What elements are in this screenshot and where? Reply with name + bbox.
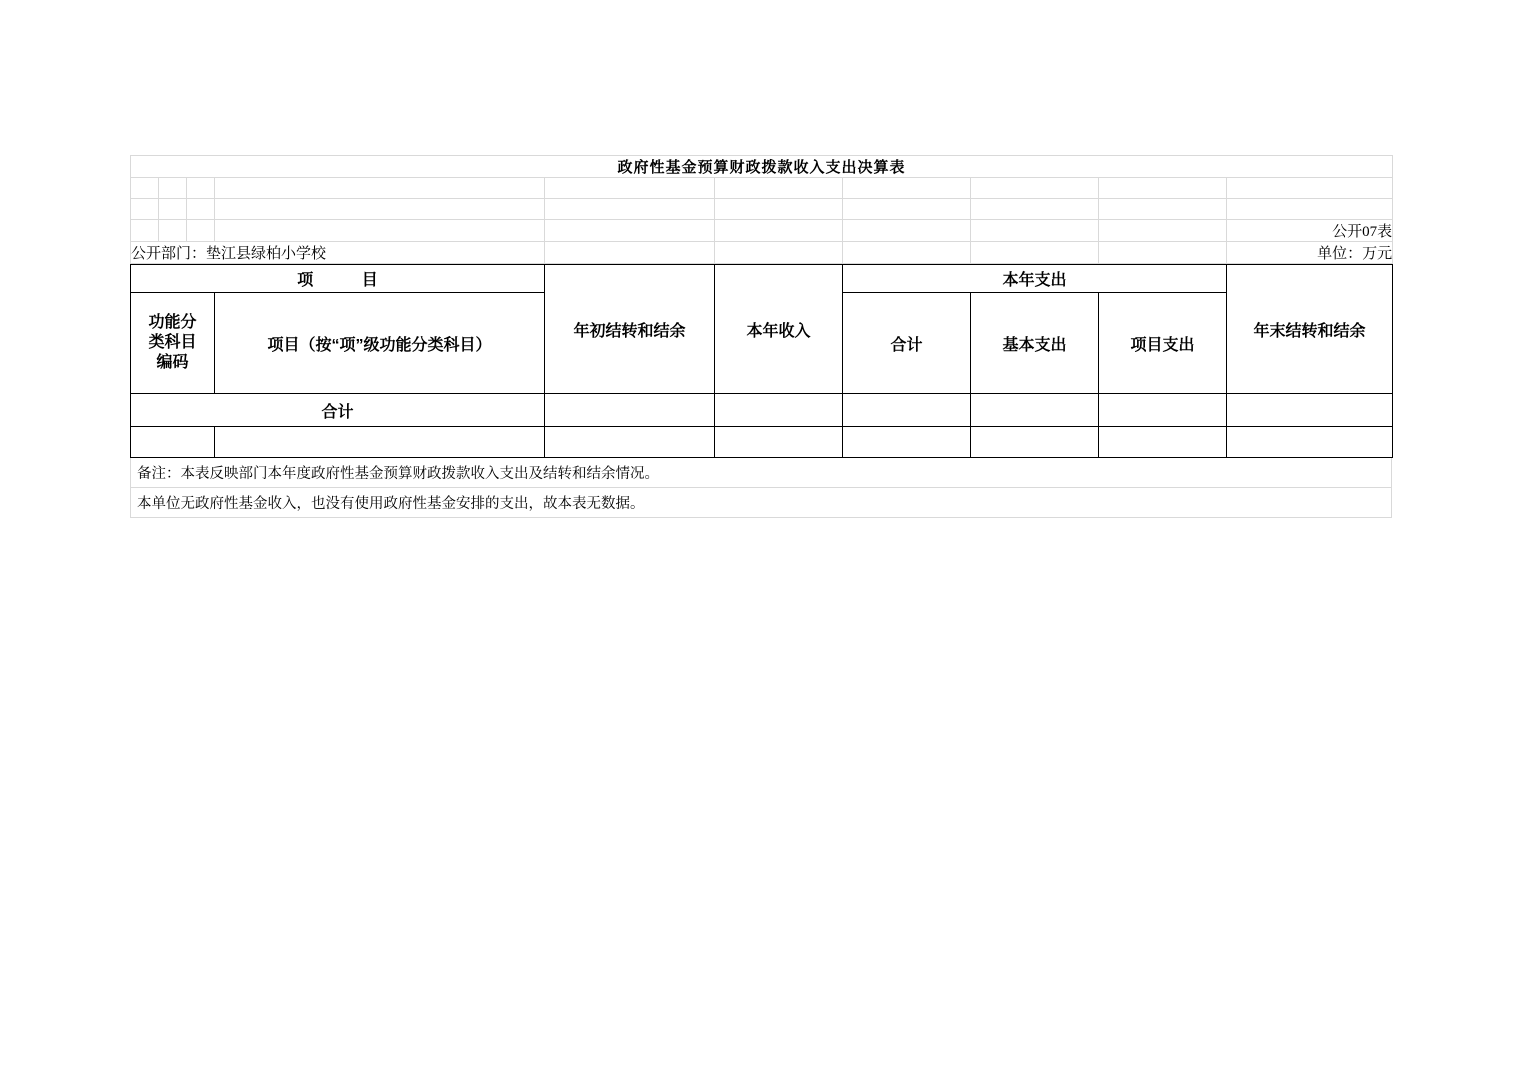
header-function-code-line1: 功能分 bbox=[148, 314, 197, 331]
header-end-balance: 年末结转和结余 bbox=[1227, 265, 1393, 394]
cell bbox=[1099, 178, 1227, 199]
page-title: 政府性基金预算财政拨款收入支出决算表 bbox=[131, 156, 1393, 178]
footnotes bbox=[130, 458, 1392, 518]
cell bbox=[187, 220, 215, 242]
form-number-row bbox=[131, 220, 1393, 242]
cell bbox=[1099, 242, 1227, 264]
row-blank-label bbox=[215, 427, 545, 458]
header-group-row bbox=[131, 265, 1393, 293]
footnote-line-1: 备注：本表反映部门本年度政府性基金预算财政拨款收入支出及结转和结余情况。 bbox=[131, 458, 1392, 488]
row-total-project-expense bbox=[1099, 394, 1227, 427]
row-total-begin-balance bbox=[545, 394, 715, 427]
header-function-code bbox=[131, 293, 215, 394]
title-band bbox=[130, 155, 1393, 264]
cell bbox=[1099, 220, 1227, 242]
footnote-line-2: 本单位无政府性基金收入，也没有使用政府性基金安排的支出，故本表无数据。 bbox=[131, 488, 1392, 518]
table-row bbox=[131, 427, 1393, 458]
row-blank-year-income bbox=[715, 427, 843, 458]
cell bbox=[843, 178, 971, 199]
cell bbox=[545, 178, 715, 199]
row-total-label: 合计 bbox=[131, 394, 545, 427]
cell bbox=[843, 199, 971, 220]
row-total-basic-expense bbox=[971, 394, 1099, 427]
cell bbox=[1099, 199, 1227, 220]
row-blank-basic-expense bbox=[971, 427, 1099, 458]
row-blank-code bbox=[131, 427, 215, 458]
header-expense-group: 本年支出 bbox=[843, 265, 1227, 293]
cell bbox=[159, 199, 187, 220]
cell bbox=[131, 199, 159, 220]
footnote-table bbox=[130, 458, 1392, 518]
cell bbox=[545, 199, 715, 220]
row-total-year-income bbox=[715, 394, 843, 427]
cell bbox=[843, 242, 971, 264]
spacer-row-2 bbox=[131, 199, 1393, 220]
cell bbox=[971, 242, 1099, 264]
cell bbox=[545, 242, 715, 264]
cell bbox=[131, 220, 159, 242]
header-function-code-line3: 编码 bbox=[156, 354, 189, 371]
cell bbox=[159, 220, 187, 242]
row-blank-end-balance bbox=[1227, 427, 1393, 458]
cell bbox=[215, 178, 545, 199]
footnote-row-1 bbox=[131, 458, 1392, 488]
cell bbox=[971, 199, 1099, 220]
row-blank-project-expense bbox=[1099, 427, 1227, 458]
cell bbox=[545, 220, 715, 242]
header-project-expense: 项目支出 bbox=[1099, 293, 1227, 394]
cell bbox=[715, 178, 843, 199]
header-begin-balance: 年初结转和结余 bbox=[545, 265, 715, 394]
row-total-expense-total bbox=[843, 394, 971, 427]
header-year-income: 本年收入 bbox=[715, 265, 843, 394]
title-row bbox=[131, 156, 1393, 178]
row-total-end-balance bbox=[1227, 394, 1393, 427]
header-basic-expense: 基本支出 bbox=[971, 293, 1099, 394]
unit-note: 单位：万元 bbox=[1227, 242, 1393, 264]
decision-table bbox=[130, 264, 1393, 458]
cell bbox=[971, 178, 1099, 199]
department-row bbox=[131, 242, 1393, 264]
cell bbox=[131, 178, 159, 199]
cell bbox=[187, 178, 215, 199]
cell bbox=[1227, 199, 1393, 220]
cell bbox=[1227, 178, 1393, 199]
form-number: 公开07表 bbox=[1227, 220, 1393, 242]
row-blank-begin-balance bbox=[545, 427, 715, 458]
table-row bbox=[131, 394, 1393, 427]
header-project: 项目（按“项”级功能分类科目） bbox=[215, 293, 545, 394]
cell bbox=[159, 178, 187, 199]
cell bbox=[215, 220, 545, 242]
header-item-group: 项 目 bbox=[131, 265, 545, 293]
cell bbox=[215, 199, 545, 220]
cell bbox=[715, 199, 843, 220]
department-label: 公开部门：垫江县绿柏小学校 bbox=[131, 242, 545, 264]
header-function-code-line2: 类科目 bbox=[148, 334, 197, 351]
header-expense-total: 合计 bbox=[843, 293, 971, 394]
spreadsheet-sheet bbox=[130, 155, 1392, 518]
cell bbox=[843, 220, 971, 242]
cell bbox=[971, 220, 1099, 242]
row-blank-expense-total bbox=[843, 427, 971, 458]
spacer-row-1 bbox=[131, 178, 1393, 199]
footnote-row-2 bbox=[131, 488, 1392, 518]
cell bbox=[715, 242, 843, 264]
cell bbox=[187, 199, 215, 220]
cell bbox=[715, 220, 843, 242]
